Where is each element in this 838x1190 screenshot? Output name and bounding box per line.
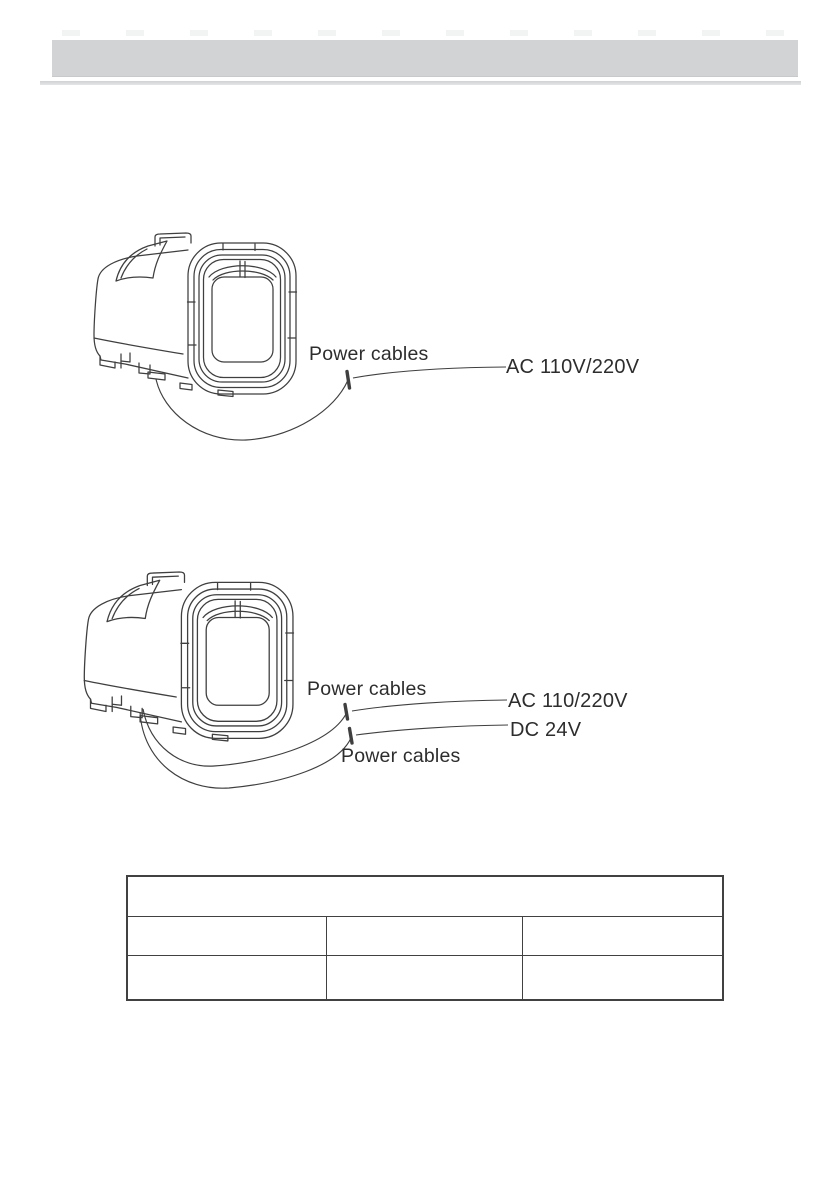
leader-line-ac: [352, 700, 507, 711]
table-row: [127, 916, 723, 955]
figure2-dc-source-label: DC 24V: [510, 719, 582, 741]
spec-table: [126, 875, 724, 1001]
cooler-illustration-1: [94, 233, 297, 397]
figure-1-art: [94, 233, 506, 440]
figure2-power-cables-top-label: Power cables: [307, 678, 427, 700]
power-cable-line-dc: [140, 712, 351, 788]
leader-line-dc: [356, 725, 508, 735]
table-cell: [326, 955, 522, 1000]
power-cable-line: [156, 379, 348, 440]
power-cable-line-ac: [143, 709, 346, 766]
plug-connector-tick-ac: [345, 705, 348, 720]
table-row: [127, 955, 723, 1000]
table-cell: [127, 955, 326, 1000]
figure2-power-cables-bottom-label: Power cables: [341, 745, 461, 767]
table-cell: [326, 916, 522, 955]
table-cell: [522, 916, 723, 955]
figure2-ac-source-label: AC 110/220V: [508, 690, 628, 712]
figure1-ac-source-label: AC 110V/220V: [506, 356, 640, 378]
table-title-row: [127, 876, 723, 916]
leader-line-ac: [353, 367, 506, 378]
plug-connector-tick: [347, 372, 350, 389]
table-title-cell: [127, 876, 723, 916]
table-cell: [127, 916, 326, 955]
figure1-power-cables-label: Power cables: [309, 343, 429, 365]
table-cell: [522, 955, 723, 1000]
cooler-illustration-2: [84, 572, 293, 741]
